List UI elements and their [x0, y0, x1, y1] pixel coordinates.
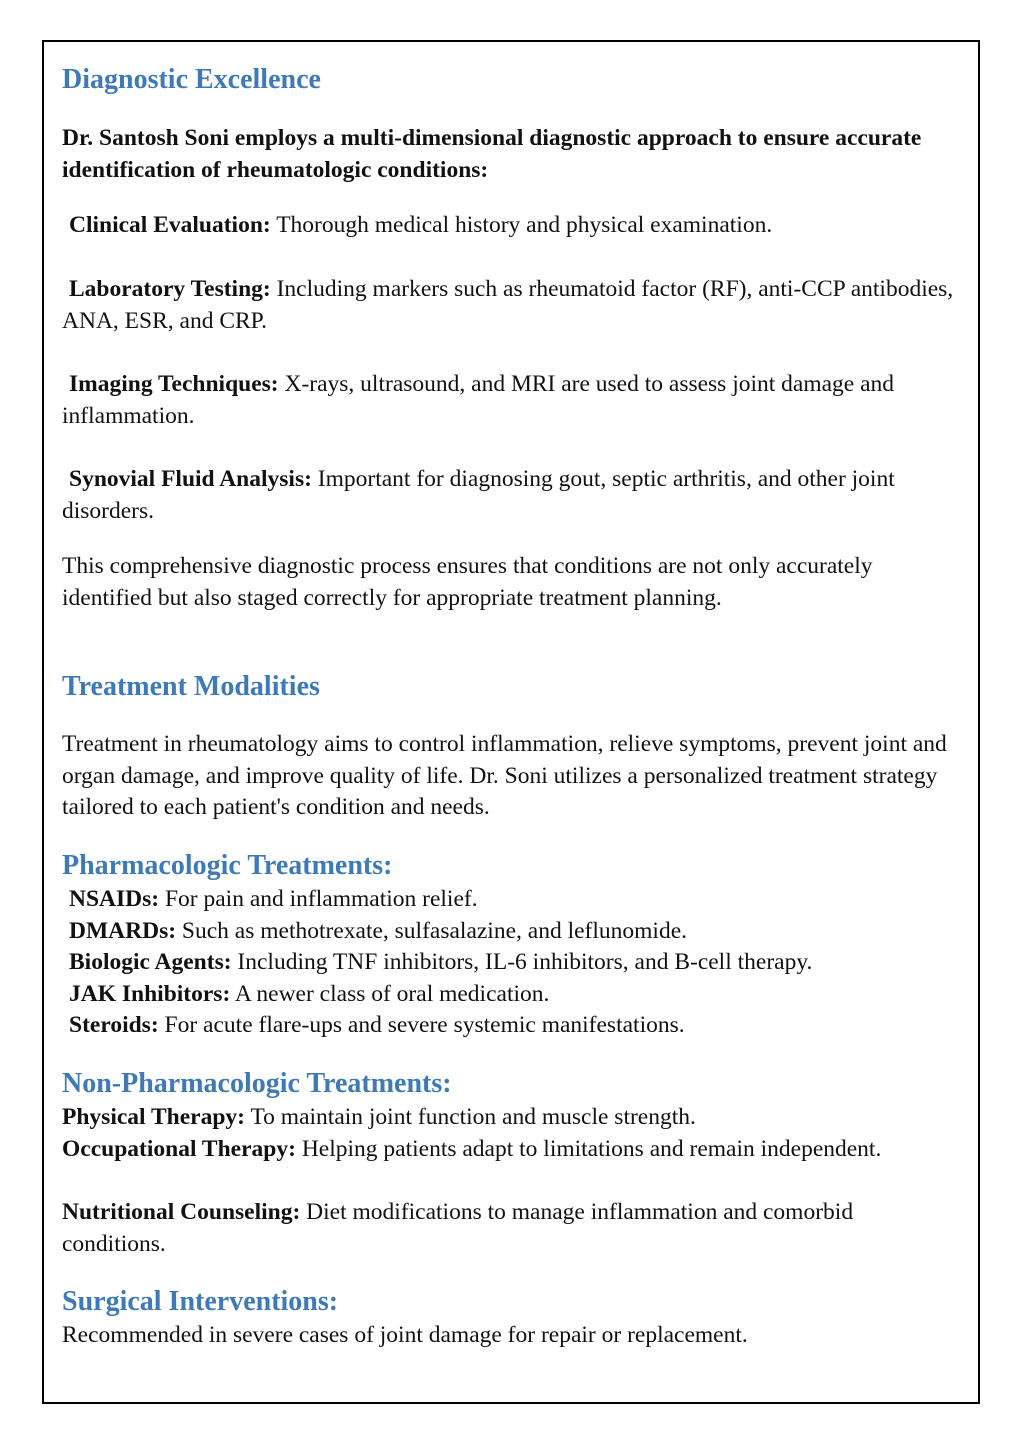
item-label: Biologic Agents: [69, 949, 232, 975]
item-text: Helping patients adapt to limitations and remain independent. [295, 1136, 882, 1162]
section-title-pharmacologic: Pharmacologic Treatments: [62, 850, 393, 881]
pharmacologic-item-dmards [62, 916, 687, 948]
item-label: Imaging Techniques: [69, 371, 279, 397]
surgical-text: Recommended in severe cases of joint damage for repair or replacement. [62, 1322, 748, 1348]
diagnostic-summary: This comprehensive diagnostic process ensures that conditions are not only accurately identified but also staged correctly for appropriate treatment planning. [62, 553, 873, 611]
item-label: JAK Inhibitors: [69, 981, 231, 1007]
item-text: Such as methotrexate, sulfasalazine, and leflunomide. [176, 918, 687, 944]
item-text: A newer class of oral medication. [230, 981, 550, 1007]
item-text: For acute flare-ups and severe systemic manifestations. [158, 1012, 685, 1038]
section-title-surgical: Surgical Interventions: [62, 1286, 339, 1317]
item-label: Clinical Evaluation: [69, 212, 271, 238]
item-label: Laboratory Testing: [69, 276, 271, 302]
pharmacologic-item-biologic [62, 947, 812, 979]
item-text: Thorough medical history and physical examination. [270, 212, 773, 238]
item-text: Including TNF inhibitors, IL-6 inhibitors, and B-cell therapy. [231, 949, 813, 975]
diagnostic-item-imaging [62, 369, 962, 432]
item-label: Occupational Therapy: [62, 1136, 296, 1162]
item-text: Important for diagnosing gout, septic arthritis, and other joint disorders. [62, 466, 895, 524]
diagnostic-item-synovial [62, 464, 962, 527]
diagnostic-intro: Dr. Santosh Soni employs a multi-dimensional diagnostic approach to ensure accurate identification of rheumatologic conditions: [62, 125, 922, 183]
section-title-diagnostic: Diagnostic Excellence [62, 64, 321, 95]
item-text: For pain and inflammation relief. [159, 886, 478, 912]
pharmacologic-item-steroids [62, 1010, 685, 1042]
item-label: Nutritional Counseling: [62, 1199, 301, 1225]
item-label: Steroids: [69, 1012, 159, 1038]
non-pharmacologic-item-nutritional [62, 1197, 962, 1260]
item-text: Diet modifications to manage inflammation and comorbid conditions. [62, 1199, 854, 1257]
diagnostic-item-laboratory [62, 274, 962, 337]
section-title-treatment: Treatment Modalities [62, 671, 320, 702]
pharmacologic-item-nsaids [62, 884, 478, 916]
item-label: DMARDs: [69, 918, 177, 944]
item-label: Synovial Fluid Analysis: [69, 466, 312, 492]
item-text: Including markers such as rheumatoid factor (RF), anti-CCP antibodies, ANA, ESR, and CRP. [62, 276, 954, 334]
treatment-intro: Treatment in rheumatology aims to control inflammation, relieve symptoms, prevent joint and organ damage, and improve quality of life. Dr. Soni utilizes a personalized treatment strategy tailored to each patient's condition and needs. [62, 731, 947, 820]
item-text: X-rays, ultrasound, and MRI are used to assess joint damage and inflammation. [62, 371, 895, 429]
item-text: To maintain joint function and muscle strength. [245, 1104, 696, 1130]
item-label: Physical Therapy: [62, 1104, 246, 1130]
pharmacologic-item-jak [62, 979, 549, 1011]
non-pharmacologic-item-physical [62, 1102, 696, 1134]
diagnostic-item-clinical [62, 210, 962, 242]
item-label: NSAIDs: [69, 886, 160, 912]
non-pharmacologic-item-occupational [62, 1134, 962, 1166]
section-title-non-pharmacologic: Non-Pharmacologic Treatments: [62, 1068, 452, 1099]
